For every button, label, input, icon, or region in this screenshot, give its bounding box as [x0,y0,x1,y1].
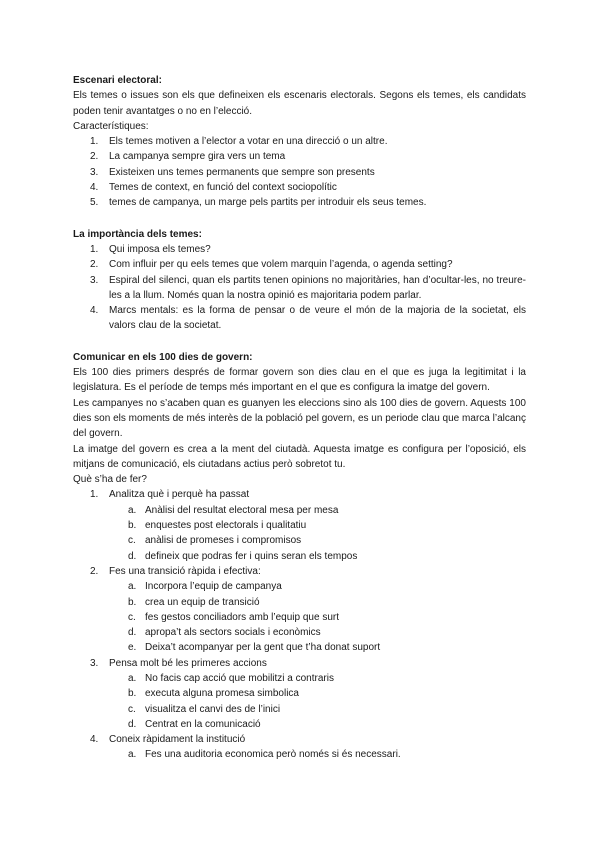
sub-list-item: b. crea un equip de transició [128,596,260,608]
sub-list-item: d. apropa’t als sectors socials i econòmics [128,627,321,639]
paragraph: Els 100 dies primers després de formar govern son dies clau en el que es juga la legitimitat i la legislatura. Es el període de temps més important en el que es configura la imatge del govern. [73,367,526,394]
question: Què s’ha de fer? [73,474,147,486]
paragraph: La imatge del govern es crea a la ment del ciutadà. Aquesta imatge es configura per l’oposició, els mitjans de comunicació, els ciutadans actius però sobretot tu. [73,443,526,470]
sub-list-item: a. Anàlisi del resultat electoral mesa per mesa [128,504,339,516]
sub-list-item: c. anàlisi de promeses i compromisos [128,535,302,547]
list-item: 2. Com influir per qu eels temes que volem marquin l’agenda, o agenda setting? [90,259,453,271]
list-item: 5. temes de campanya, un marge pels partits per introduir els seus temes. [90,197,427,209]
section-heading-escenari: Escenari electoral: [73,75,162,86]
list-item: 3. Espiral del silenci, quan els partits tenen opinions no majoritàries, han d’ocultar-les, no treure-les a la llum. Només quan la nostra opinió es majoritaria podem parlar. [90,274,526,301]
list-item: 2. La campanya sempre gira vers un tema [90,151,286,163]
list-item: 4. Marcs mentals: es la forma de pensar o de veure el món de la majoria de la societat, els valors clau de la societat. [90,305,526,332]
sub-list-item: c. fes gestos conciliadors amb l’equip que surt [128,611,339,623]
subheading: Característiques: [73,120,149,132]
list-item: 4. Temes de context, en funció del context sociopolític [90,182,337,194]
list-item: 3. Existeixen uns temes permanents que sempre son presents [90,166,375,178]
paragraph: Les campanyes no s’acaben quan es guanyen les eleccions sino als 100 dies de govern. Aquests 100 dies son els moments de més interès de la població pel govern, es un periode clau que marca l’alcanç del govern. [73,397,526,440]
sub-list-item: b. executa alguna promesa simbolica [128,688,299,700]
list-item: 1. Qui imposa els temes? [90,243,211,255]
sub-list-item: a. Fes una auditoria economica però només si és necessari. [128,749,401,761]
document-content [73,73,526,763]
sub-list-item: a. Incorpora l’equip de campanya [128,581,282,593]
sub-list-item: a. No facis cap acció que mobilitzi a contraris [128,672,334,684]
sub-list-item: b. enquestes post electorals i qualitatiu [128,520,307,532]
section-heading-importancia: La importància dels temes: [73,228,202,240]
sub-list-item: e. Deixa’t acompanyar per la gent que t’ha donat suport [128,642,381,654]
list-item: 3. Pensa molt bé les primeres accions [90,657,267,669]
sub-list-item: c. visualitza el canvi des de l’inici [128,703,281,715]
sub-list-item: d. defineix que podras fer i quins seran els tempos [128,550,358,562]
list-item: 1. Els temes motiven a l’elector a votar en una direcció o un altre. [90,136,388,148]
sub-list-item: d. Centrat en la comunicació [128,718,261,730]
paragraph: Els temes o issues son els que defineixen els escenaris electorals. Segons els temes, els candidats poden tenir avantatges o no en l’elecció. [73,90,526,117]
list-item: 4. Coneix ràpidament la institució [90,734,246,746]
section-heading-comunicar: Comunicar en els 100 dies de govern: [73,351,253,363]
list-item: 1. Analitza què i perquè ha passat [90,489,250,501]
list-item: 2. Fes una transició ràpida i efectiva: [90,565,261,577]
